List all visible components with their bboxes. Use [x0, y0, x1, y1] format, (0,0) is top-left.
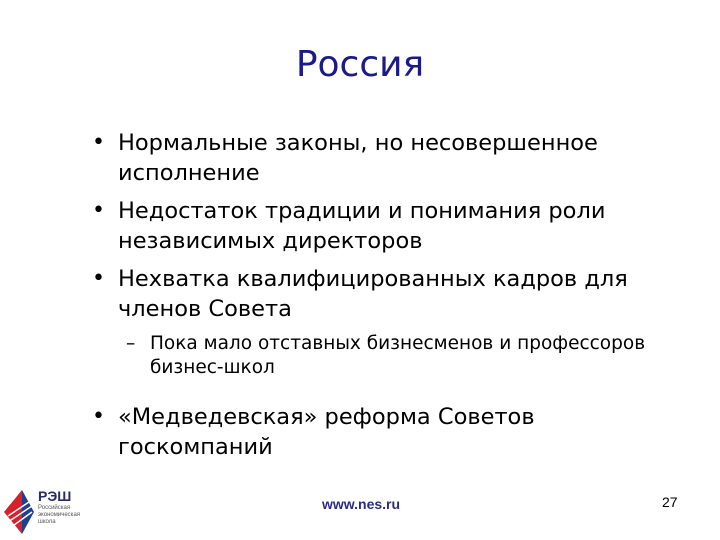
page-number: 27: [662, 494, 678, 510]
bullet-item: [88, 128, 688, 188]
bullet-item: [88, 402, 688, 462]
logo-subtitle-line: школа: [38, 519, 56, 525]
bullet-list: [88, 128, 688, 470]
sub-bullet-item: [88, 332, 688, 380]
bullet-item: [88, 196, 688, 256]
logo-subtitle: [38, 505, 88, 526]
bullet-marker: •: [92, 404, 105, 429]
nes-logo: [2, 486, 92, 536]
logo-subtitle-line: Российская: [38, 505, 71, 511]
bullet-text: «Медведевская» реформа Советов госкомпаний: [118, 404, 535, 460]
footer-url: www.nes.ru: [322, 496, 401, 512]
bullet-marker: •: [92, 130, 105, 155]
bullet-text: Нормальные законы, но несовершенное исполнение: [118, 130, 598, 186]
nes-logo-mark-icon: [2, 486, 36, 536]
bullet-text: Нехватка квалифицированных кадров для членов Совета: [118, 266, 628, 322]
bullet-text: Недостаток традиции и понимания роли независимых директоров: [118, 198, 606, 254]
bullet-marker: •: [92, 198, 105, 223]
logo-name: РЭШ: [38, 488, 72, 504]
bullet-item: [88, 264, 688, 324]
sub-bullet-text: Пока мало отставных бизнесменов и профессоров бизнес-школ: [150, 333, 646, 378]
logo-subtitle-line: экономическая: [38, 512, 81, 518]
sub-bullet-marker: –: [126, 333, 136, 354]
bullet-marker: •: [92, 266, 105, 291]
slide-title: Россия: [295, 44, 425, 85]
